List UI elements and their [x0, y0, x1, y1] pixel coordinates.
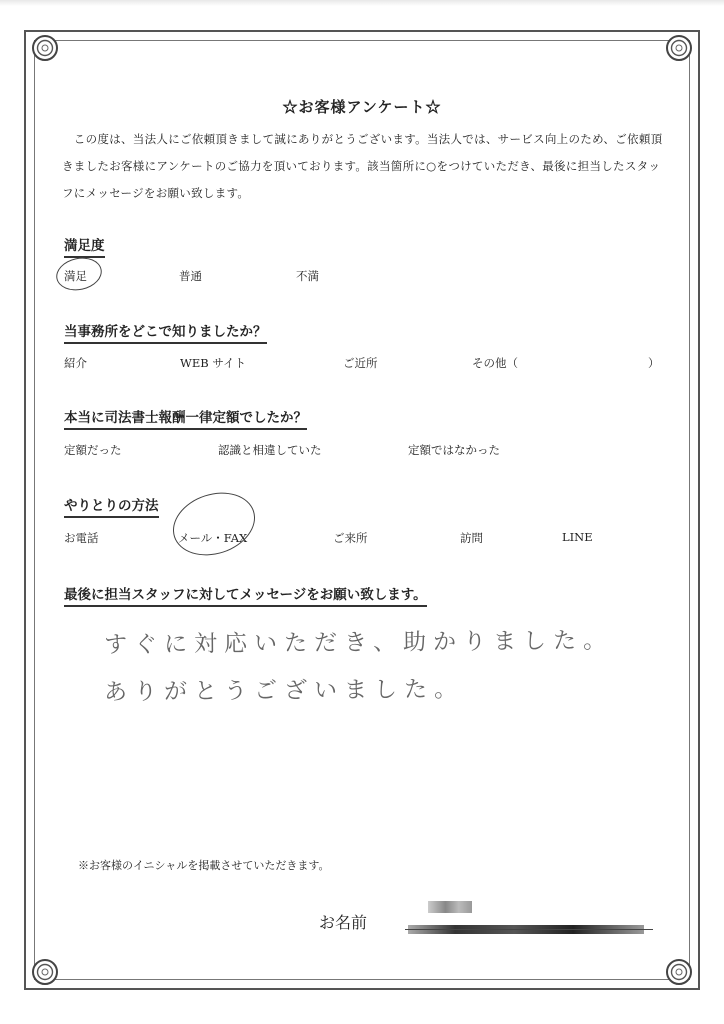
corner-ornament-icon [664, 33, 694, 63]
option-other-close: ） [648, 356, 660, 370]
option-line[interactable]: LINE [562, 530, 593, 544]
option-satisfied[interactable]: 満足 [64, 269, 87, 283]
option-unsatisfied[interactable]: 不満 [296, 269, 319, 283]
corner-ornament-icon [664, 957, 694, 987]
intro-text: この度は、当法人にご依頼頂きまして誠にありがとうございます。当法人では、サービス向上のため、ご依頼頂きましたお客様にアンケートのご協力を頂いております。該当箇所に○をつけていただき、最後に担当したスタッフにメッセージをお願い致します。 [62, 132, 663, 200]
option-other[interactable]: その他（ [472, 356, 518, 370]
option-fixed-fee[interactable]: 定額だった [64, 443, 122, 457]
option-mail-fax[interactable]: メール・FAX [178, 531, 248, 545]
option-visit-office[interactable]: ご来所 [333, 531, 368, 545]
message-heading: 最後に担当スタッフに対してメッセージをお願い致します。 [64, 583, 427, 607]
satisfaction-heading: 満足度 [64, 234, 105, 258]
option-not-fixed[interactable]: 定額ではなかった [408, 443, 500, 457]
option-differed[interactable]: 認識と相違していた [218, 443, 322, 457]
survey-title: ☆お客様アンケート☆ [282, 98, 442, 116]
option-website[interactable]: WEB サイト [180, 356, 247, 370]
name-line [405, 929, 653, 930]
option-home-visit[interactable]: 訪問 [460, 531, 483, 545]
corner-ornament-icon [30, 957, 60, 987]
option-neighborhood[interactable]: ご近所 [343, 356, 378, 370]
handwritten-message-line: すぐに対応いただき、助かりました。 [103, 627, 614, 659]
contact-heading: やりとりの方法 [64, 494, 159, 518]
option-referral[interactable]: 紹介 [64, 356, 87, 370]
handwritten-message-line: ありがとうございました。 [103, 676, 465, 706]
scan-edge [0, 0, 724, 6]
initials-note: ※お客様のイニシャルを掲載させていただきます。 [78, 859, 330, 872]
name-label: お名前 [319, 913, 368, 932]
option-phone[interactable]: お電話 [64, 531, 99, 545]
option-normal[interactable]: 普通 [179, 269, 202, 283]
redacted-initials [428, 901, 472, 913]
fee-heading: 本当に司法書士報酬一律定額でしたか？ [64, 406, 307, 430]
corner-ornament-icon [30, 33, 60, 63]
source-heading: 当事務所をどこで知りましたか？ [64, 320, 267, 344]
